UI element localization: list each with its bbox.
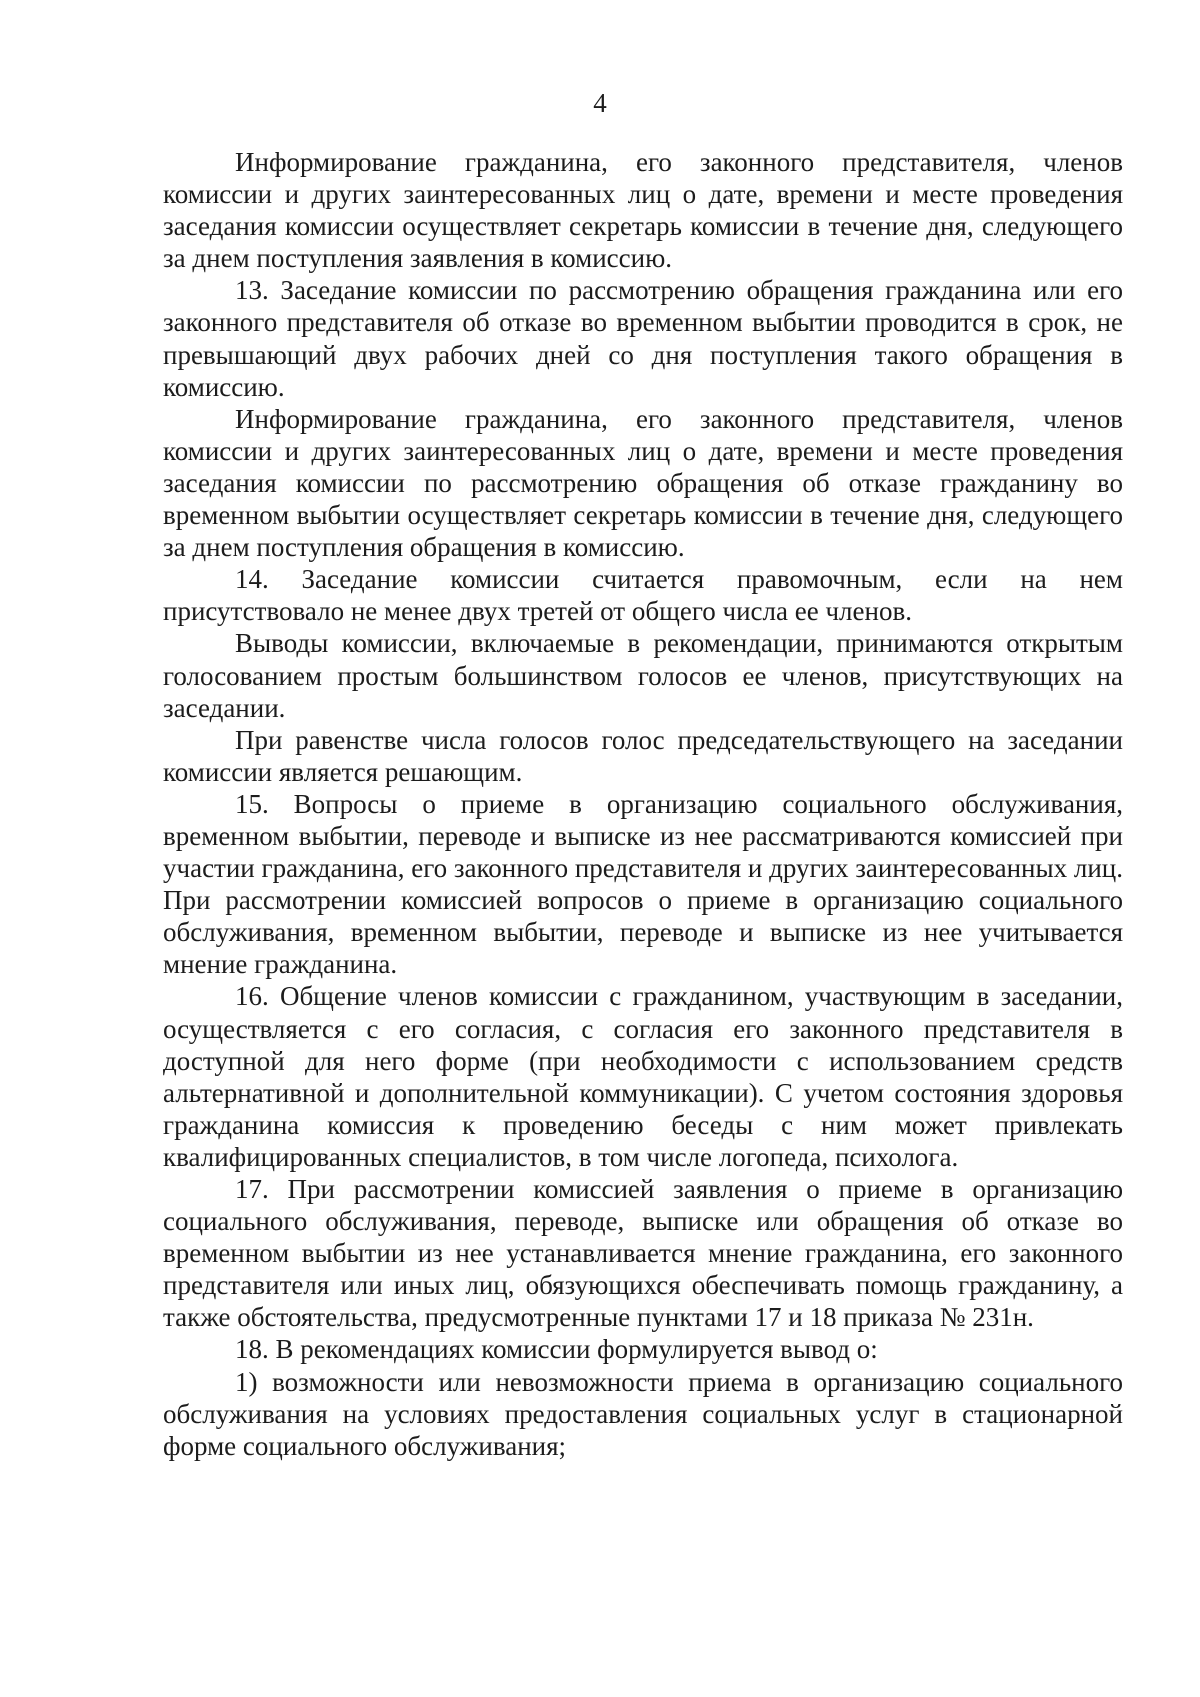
paragraph-item-18: 18. В рекомендациях комиссии формулируется вывод о:	[235, 1334, 878, 1365]
paragraph-voting: Выводы комиссии, включаемые в рекомендации, принимаются открытым голосованием простым большинством голосов ее членов, присутствующих на заседании.	[163, 628, 1123, 723]
paragraph-item-16: 16. Общение членов комиссии с гражданином, участвующим в заседании, осуществляется с его согласия, с согласия его законного представителя в доступной для него форме (при необходимости с использованием средств альтернативной и дополнительной коммуникации). С учетом состояния здоровья гражданина комиссия к проведению беседы с ним может привлекать квалифицированных специалистов, в том числе логопеда, психолога.	[163, 981, 1123, 1172]
page-number: 4	[593, 88, 607, 118]
document-body	[163, 146, 1123, 1462]
paragraph-informing-application: Информирование гражданина, его законного представителя, членов комиссии и других заинтересованных лиц о дате, времени и месте проведения заседания комиссии осуществляет секретарь комиссии в течение дня, следующего за днем поступления заявления в комиссию.	[163, 147, 1123, 274]
paragraph-equal-votes: При равенстве числа голосов голос председательствующего на заседании комиссии является решающим.	[163, 724, 1123, 787]
paragraph-item-18-subitem-1: 1) возможности или невозможности приема в организацию социального обслуживания на условиях предоставления социальных услуг в стационарной форме социального обслуживания;	[163, 1366, 1123, 1461]
paragraph-item-17: 17. При рассмотрении комиссией заявления о приеме в организацию социального обслуживания, переводе, выписке или обращения об отказе во временном выбытии из нее устанавливается мнение гражданина, его законного представителя или иных лиц, обязующихся обеспечивать помощь гражданину, а также обстоятельства, предусмотренные пунктами 17 и 18 приказа № 231н.	[163, 1174, 1123, 1333]
paragraph-item-13: 13. Заседание комиссии по рассмотрению обращения гражданина или его законного представителя об отказе во временном выбытии проводится в срок, не превышающий двух рабочих дней со дня поступления такого обращения в комиссию.	[163, 275, 1123, 402]
paragraph-item-15: 15. Вопросы о приеме в организацию социального обслуживания, временном выбытии, переводе и выписке из нее рассматриваются комиссией при участии гражданина, его законного представителя и других заинтересованных лиц. При рассмотрении комиссией вопросов о приеме в организацию социального обслуживания, временном выбытии, переводе и выписке из нее учитывается мнение гражданина.	[163, 788, 1123, 980]
paragraph-informing-refusal: Информирование гражданина, его законного представителя, членов комиссии и других заинтересованных лиц о дате, времени и месте проведения заседания комиссии по рассмотрению обращения об отказе гражданину во временном выбытии осуществляет секретарь комиссии в течение дня, следующего за днем поступления обращения в комиссию.	[163, 403, 1123, 563]
paragraph-item-14: 14. Заседание комиссии считается правомочным, если на нем присутствовало не менее двух третей от общего числа ее членов.	[163, 564, 1123, 627]
